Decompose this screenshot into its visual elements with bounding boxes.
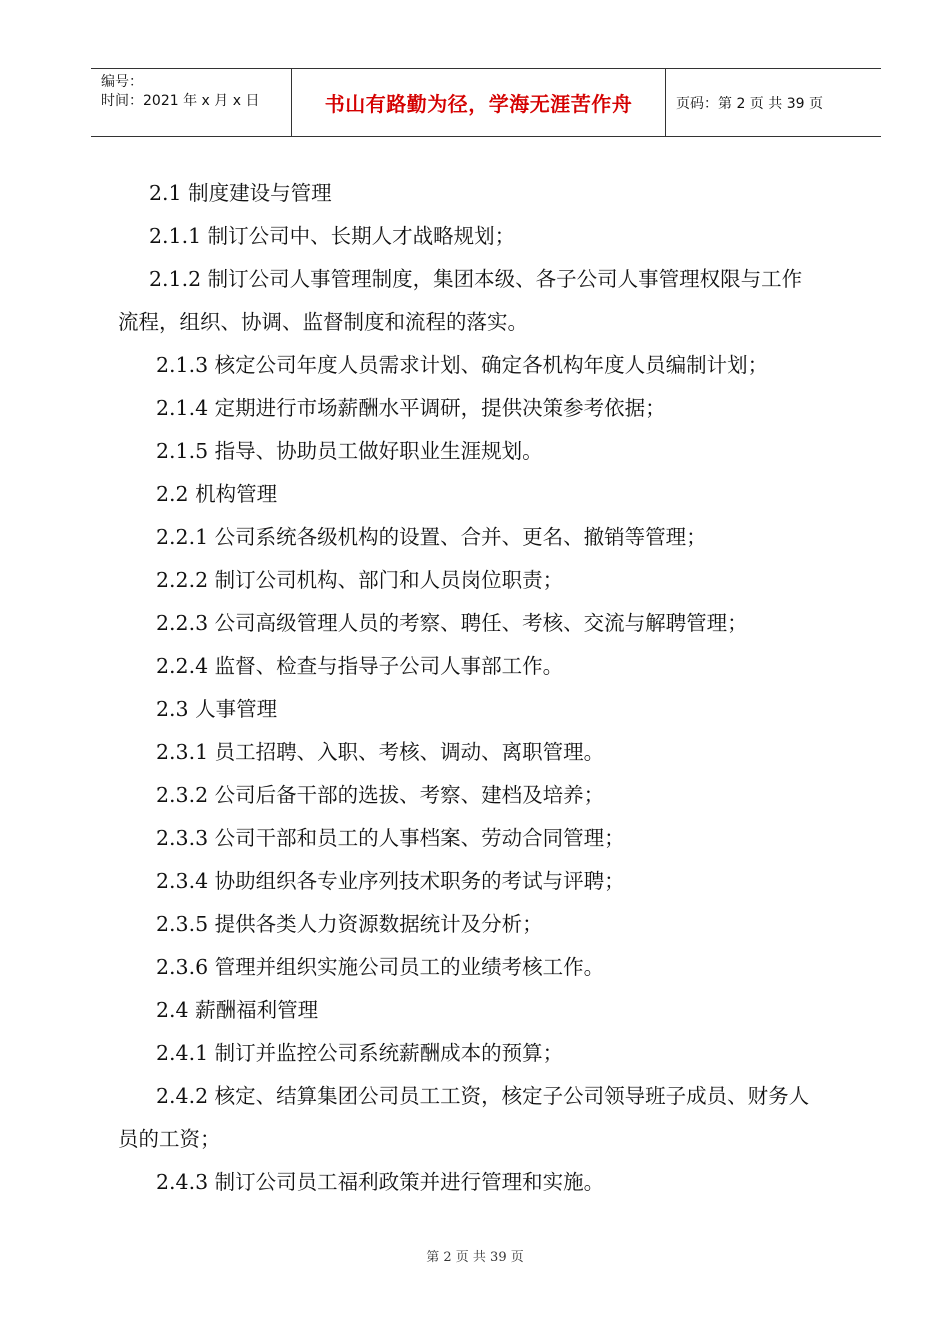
list-item: 2.1.3 核定公司年度人员需求计划、确定各机构年度人员编制计划； <box>156 353 769 377</box>
document-number-label: 编号： <box>101 74 143 90</box>
paragraph-line: 2.1.2 制订公司人事管理制度，集团本级、各子公司人事管理权限与工作 <box>149 267 803 291</box>
list-item: 2.1.1 制订公司中、长期人才战略规划； <box>149 224 516 248</box>
list-item: 2.2.1 公司系统各级机构的设置、合并、更名、撤销等管理； <box>156 525 707 549</box>
list-item: 2.4.1 制订并监控公司系统薪酬成本的预算； <box>156 1041 564 1065</box>
list-item: 2.4.3 制订公司员工福利政策并进行管理和实施。 <box>156 1170 605 1194</box>
list-item: 2.3.5 提供各类人力资源数据统计及分析； <box>156 912 543 936</box>
header-motto: 书山有路勤为径，学海无涯苦作舟 <box>292 69 666 136</box>
header-page-info: 页码：第 2 页 共 39 页 <box>676 95 823 112</box>
list-item: 2.2.4 监督、检查与指导子公司人事部工作。 <box>156 654 564 678</box>
section-heading: 2.1 制度建设与管理 <box>149 181 332 205</box>
list-item: 2.2.3 公司高级管理人员的考察、聘任、考核、交流与解聘管理； <box>156 611 748 635</box>
paragraph-line: 流程，组织、协调、监督制度和流程的落实。 <box>118 310 528 334</box>
section-heading: 2.2 机构管理 <box>156 482 278 506</box>
document-time-label: 时间：2021 年 x 月 x 日 <box>101 93 260 109</box>
list-item: 2.3.6 管理并组织实施公司员工的业绩考核工作。 <box>156 955 605 979</box>
paragraph <box>118 1075 858 1161</box>
list-item: 2.1.4 定期进行市场薪酬水平调研，提供决策参考依据； <box>156 396 666 420</box>
list-item: 2.3.1 员工招聘、入职、考核、调动、离职管理。 <box>156 740 605 764</box>
document-body <box>118 172 858 1204</box>
list-item: 2.3.2 公司后备干部的选拔、考察、建档及培养； <box>156 783 605 807</box>
paragraph-line: 员的工资； <box>118 1127 221 1151</box>
list-item: 2.3.3 公司干部和员工的人事档案、劳动合同管理； <box>156 826 625 850</box>
section-heading: 2.4 薪酬福利管理 <box>156 998 319 1022</box>
header-meta <box>91 69 292 136</box>
paragraph <box>118 258 858 344</box>
paragraph-line: 2.4.2 核定、结算集团公司员工工资，核定子公司领导班子成员、财务人 <box>156 1084 810 1108</box>
page-header <box>91 68 881 137</box>
list-item: 2.3.4 协助组织各专业序列技术职务的考试与评聘； <box>156 869 625 893</box>
section-heading: 2.3 人事管理 <box>156 697 278 721</box>
page-footer: 第 2 页 共 39 页 <box>426 1250 524 1265</box>
list-item: 2.2.2 制订公司机构、部门和人员岗位职责； <box>156 568 564 592</box>
list-item: 2.1.5 指导、协助员工做好职业生涯规划。 <box>156 439 543 463</box>
